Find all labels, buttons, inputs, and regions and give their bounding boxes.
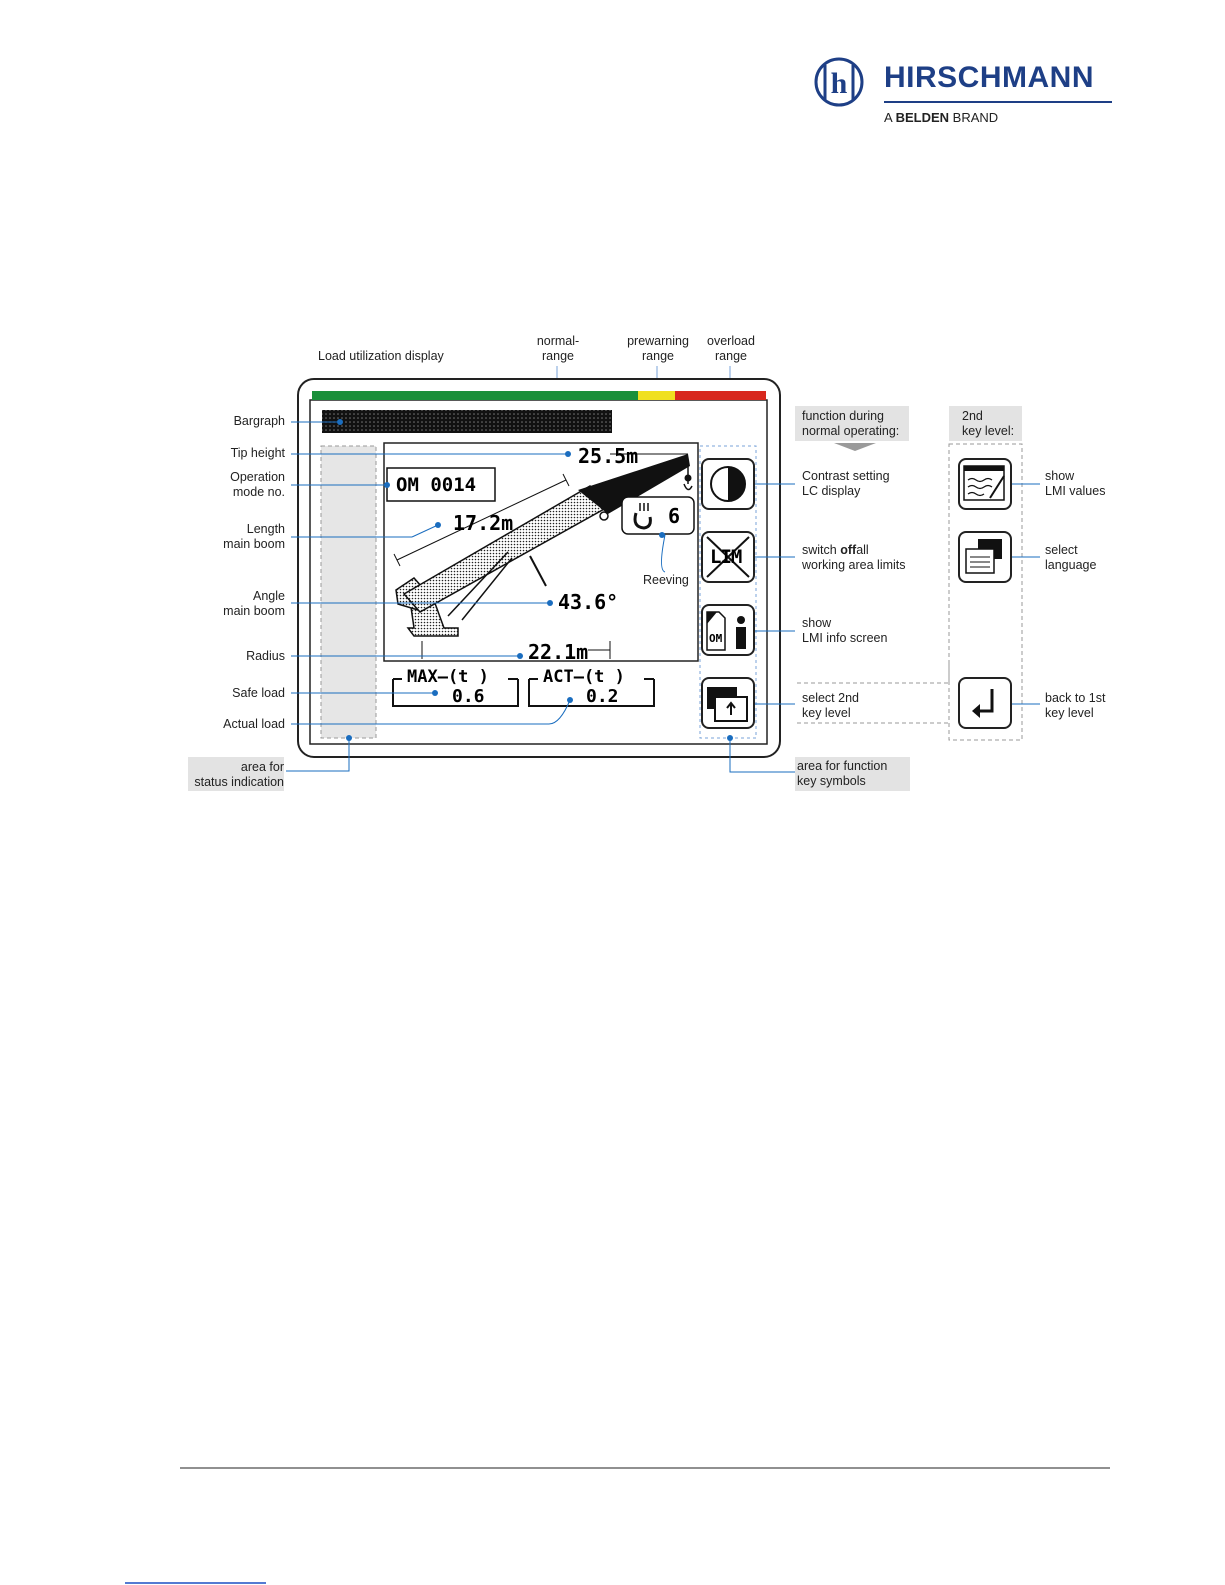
boom-angle-value: 43.6° <box>558 590 619 614</box>
contrast-icon <box>703 460 753 508</box>
lmi-off-key[interactable] <box>701 531 755 583</box>
info-screen-key[interactable] <box>701 604 755 656</box>
tip-height-value: 25.5m <box>578 444 639 468</box>
act-label: ACT—(t ) <box>543 667 625 687</box>
operation-mode-value: OM 0014 <box>396 474 477 496</box>
back-line1: back to 1st <box>1045 691 1106 705</box>
max-value: 0.6 <box>452 686 485 707</box>
boom-length-value: 17.2m <box>453 511 514 535</box>
operation-mode-line2: mode no. <box>232 485 285 499</box>
overload-range-line2: range <box>715 349 747 363</box>
info-line1: show <box>802 616 832 630</box>
operation-mode-label <box>230 470 285 500</box>
contrast-label <box>802 469 890 499</box>
function-heading-line1: function during <box>802 409 885 423</box>
language-icon <box>960 533 1010 581</box>
show-lmi-values-label <box>1045 469 1105 499</box>
act-value: 0.2 <box>586 686 619 707</box>
back-line2: key level <box>1045 706 1094 720</box>
back-to-1st-label <box>1045 691 1105 721</box>
select-language-label <box>1045 543 1096 573</box>
load-utilization-label: Load utilization display <box>318 349 444 363</box>
switch-off-pre: switch <box>802 543 837 557</box>
status-area-label <box>194 760 284 790</box>
second-level-line2: key level: <box>962 424 1015 438</box>
info-icon <box>703 606 753 654</box>
select-language-line1: select <box>1045 543 1078 557</box>
tip-height-label: Tip height <box>230 446 285 460</box>
normal-range-line1: normal- <box>536 334 580 348</box>
switch-off-post: all <box>856 543 869 557</box>
function-heading-line2: normal operating: <box>802 424 900 438</box>
switch-off-line2: working area limits <box>802 558 906 572</box>
status-area <box>321 446 376 738</box>
second-level-heading <box>962 409 1014 439</box>
overload-range-bar <box>675 391 766 400</box>
tagline-bold: BELDEN <box>895 110 950 125</box>
tagline-post: BRAND <box>952 110 999 125</box>
logo-letter: h <box>830 67 848 100</box>
status-area-line2: status indication <box>194 775 284 789</box>
select-language-line2: language <box>1045 558 1097 572</box>
safe-load-label: Safe load <box>232 686 285 700</box>
area-symbols-line2: key symbols <box>797 774 866 788</box>
function-heading <box>802 409 899 439</box>
lmi-key-text: LIM <box>710 546 742 568</box>
max-label: MAX—(t ) <box>407 667 489 687</box>
angle-line2: main boom <box>223 604 285 618</box>
actual-load-label: Actual load <box>223 717 285 731</box>
normal-range-bar <box>312 391 638 400</box>
show-lmi-values-key[interactable] <box>958 458 1012 510</box>
second-level-line1: 2nd <box>962 409 983 423</box>
reeving-box <box>622 497 694 534</box>
switch-off-bold: off <box>840 543 857 557</box>
om-key-text: OM <box>709 632 723 645</box>
length-main-boom-label <box>223 522 285 552</box>
overload-range-line1: overload <box>707 334 755 348</box>
length-line1: Length <box>246 522 285 536</box>
contrast-line2: LC display <box>802 484 861 498</box>
back-to-1st-level-key[interactable] <box>958 677 1012 729</box>
switch-off-label <box>802 543 906 573</box>
layers-arrow-up-icon <box>703 679 753 727</box>
status-area-line1: area for <box>240 760 284 774</box>
bargraph-label: Bargraph <box>233 414 285 428</box>
select-2nd-level-key[interactable] <box>701 677 755 729</box>
info-screen-label <box>802 616 887 646</box>
lmi-values-icon <box>960 460 1010 508</box>
prewarning-range-line2: range <box>642 349 674 363</box>
switch-off-line1 <box>802 543 906 558</box>
show-values-line2: LMI values <box>1045 484 1106 498</box>
contrast-key[interactable] <box>701 458 755 510</box>
reeving-label: Reeving <box>643 573 689 587</box>
area-symbols-label <box>797 759 887 789</box>
angle-main-boom-label <box>223 589 285 619</box>
select-2nd-label <box>802 691 859 721</box>
operation-mode-line1: Operation <box>230 470 285 484</box>
info-line2: LMI info screen <box>802 631 888 645</box>
brand-name: HIRSCHMANN <box>884 61 1094 94</box>
length-line2: main boom <box>223 537 285 551</box>
select-language-key[interactable] <box>958 531 1012 583</box>
area-symbols-line1: area for function <box>797 759 888 773</box>
tagline-pre: A <box>884 110 892 125</box>
normal-range-line2: range <box>542 349 574 363</box>
show-values-line1: show <box>1045 469 1075 483</box>
angle-line1: Angle <box>253 589 285 603</box>
return-arrow-icon <box>960 679 1010 727</box>
radius-label: Radius <box>246 649 285 663</box>
bargraph <box>322 410 612 433</box>
reeving-value: 6 <box>668 504 681 528</box>
radius-value: 22.1m <box>528 640 589 664</box>
select-2nd-line2: key level <box>802 706 851 720</box>
select-2nd-line1: select 2nd <box>802 691 859 705</box>
prewarning-range-bar <box>638 391 675 400</box>
contrast-line1: Contrast setting <box>802 469 890 483</box>
prewarning-range-line1: prewarning <box>627 334 689 348</box>
